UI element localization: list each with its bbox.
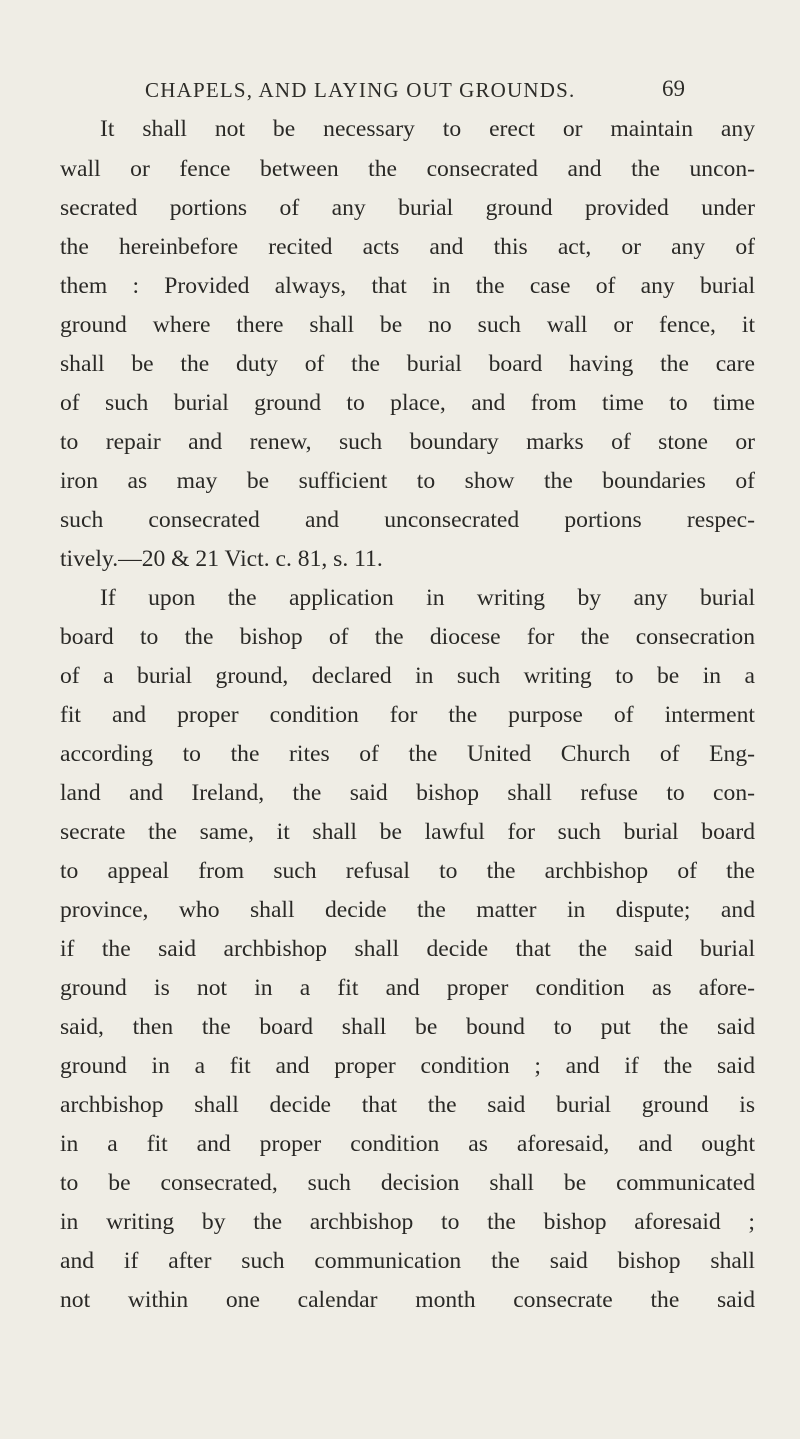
text-line: tively.—20 & 21 Vict. c. 81, s. 11. [60,546,383,572]
text-line: archbishop shall decide that the said burial ground is [60,1092,755,1118]
text-line: in writing by the archbishop to the bishop aforesaid ; [60,1209,755,1235]
text-line: iron as may be sufficient to show the boundaries of [60,468,755,494]
running-head: CHAPELS, AND LAYING OUT GROUNDS. [145,78,576,102]
text-line: according to the rites of the United Church of Eng- [60,741,755,767]
text-line: shall be the duty of the burial board having the care [60,351,755,377]
text-line: to repair and renew, such boundary marks of stone or [60,429,755,455]
text-line: said, then the board shall be bound to put the said [60,1014,755,1040]
text-line: not within one calendar month consecrate the said [60,1287,755,1313]
text-line: wall or fence between the consecrated and the uncon- [60,156,755,182]
text-line: secrate the same, it shall be lawful for such burial board [60,819,755,845]
page-number: 69 [662,76,685,101]
text-line: of such burial ground to place, and from time to time [60,390,755,416]
text-line: ground is not in a fit and proper condition as afore- [60,975,755,1001]
text-line: to be consecrated, such decision shall be communicated [60,1170,755,1196]
text-line: province, who shall decide the matter in dispute; and [60,897,755,923]
text-line: ground in a fit and proper condition ; and if the said [60,1053,755,1079]
text-line: in a fit and proper condition as aforesaid, and ought [60,1131,755,1157]
text-line: such consecrated and unconsecrated portions respec- [60,507,755,533]
text-line: If upon the application in writing by any burial [100,585,755,611]
text-line: ground where there shall be no such wall or fence, it [60,312,755,338]
text-line: of a burial ground, declared in such writing to be in a [60,663,755,689]
text-line: board to the bishop of the diocese for the consecration [60,624,755,650]
text-line: secrated portions of any burial ground provided under [60,195,755,221]
text-line: them : Provided always, that in the case of any burial [60,273,755,299]
text-line: the hereinbefore recited acts and this act, or any of [60,234,755,260]
text-line: and if after such communication the said bishop shall [60,1248,755,1274]
text-line: land and Ireland, the said bishop shall refuse to con- [60,780,755,806]
text-line: to appeal from such refusal to the archbishop of the [60,858,755,884]
text-line: if the said archbishop shall decide that the said burial [60,936,755,962]
text-line: It shall not be necessary to erect or maintain any [100,116,755,142]
text-line: fit and proper condition for the purpose of interment [60,702,755,728]
